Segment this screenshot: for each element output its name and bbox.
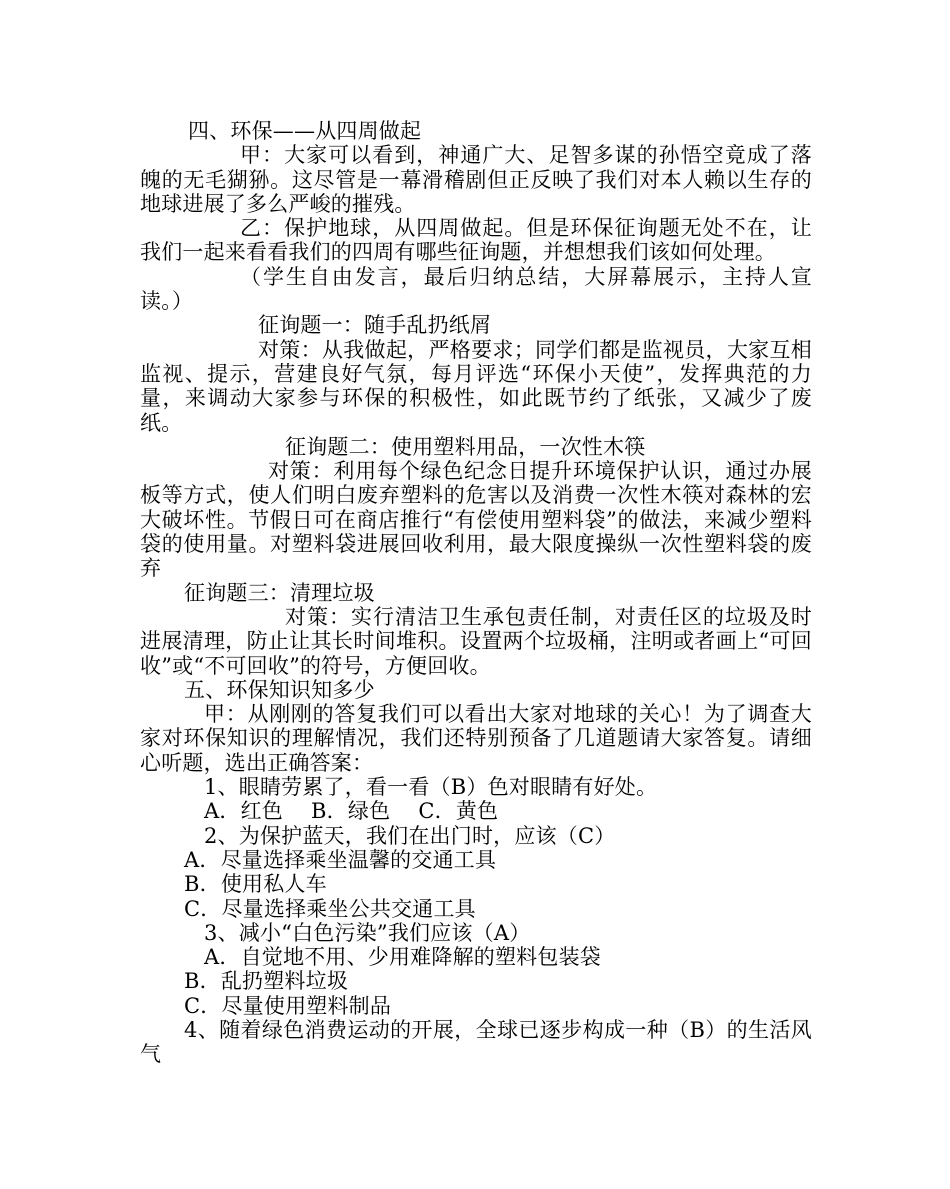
question-1: 1、眼睛劳累了，看一看（B）色对眼睛有好处。 bbox=[204, 775, 658, 800]
question-3-option-c: C．尽量使用塑料制品 bbox=[184, 993, 392, 1018]
question-1-options: A．红色 B．绿色 C．黄色 bbox=[204, 799, 499, 824]
problem-1-title: 征询题一：随手乱扔纸屑 bbox=[258, 313, 492, 338]
question-2-option-c: C．尽量选择乘坐公共交通工具 bbox=[184, 896, 476, 921]
paragraph-jia-1: 甲：大家可以看到，神通广大、足智多谋的孙悟空竟成了落魄的无毛猢狲。这尽管是一幕滑稽剧但正反映了我们对本人赖以生存的地球进展了多么严峻的摧残。 bbox=[140, 143, 812, 216]
paragraph-yi-1: 乙：保护地球，从四周做起。但是环保征询题无处不在，让我们一起来看看我们的四周有哪些征询题，并想想我们该如何处理。 bbox=[140, 216, 812, 265]
problem-2-solution: 对策：利用每个绿色纪念日提升环境保护认识，通过办展板等方式，使人们明白废弃塑料的危害以及消费一次性木筷对森林的宏大破坏性。节假日可在商店推行“有偿使用塑料袋”的做法，来减少塑料袋的使用量。对塑料袋进展回收利用，最大限度操纵一次性塑料袋的废弃 bbox=[140, 459, 812, 581]
document-body bbox=[140, 119, 812, 1067]
problem-3-title: 征询题三：清理垃圾 bbox=[184, 580, 375, 605]
question-3-option-a: A．自觉地不用、少用难降解的塑料包装袋 bbox=[204, 945, 601, 970]
question-2: 2、为保护蓝天，我们在出门时，应该（C） bbox=[204, 823, 616, 848]
section-heading-5: 五、环保知识知多少 bbox=[184, 677, 375, 702]
problem-2-title: 征询题二：使用塑料用品，一次性木筷 bbox=[285, 434, 646, 459]
paragraph-note: （学生自由发言，最后归纳总结，大屏幕展示，主持人宣读。） bbox=[140, 264, 812, 314]
question-4: 4、随着绿色消费运动的开展，全球已逐步构成一种（B）的生活风气 bbox=[140, 1017, 812, 1067]
section-heading-4: 四、环保——从四周做起 bbox=[188, 119, 422, 143]
question-3: 3、减小“白色污染”我们应该（A） bbox=[204, 920, 531, 945]
question-2-option-a: A．尽量选择乘坐温馨的交通工具 bbox=[184, 847, 497, 872]
question-3-option-b: B．乱扔塑料垃圾 bbox=[184, 969, 349, 994]
paragraph-jia-2: 甲：从刚刚的答复我们可以看出大家对地球的关心！为了调查大家对环保知识的理解情况，我们还特别预备了几道题请大家答复。请细心听题，选出正确答案： bbox=[140, 702, 812, 775]
problem-3-solution: 对策：实行清洁卫生承包责任制，对责任区的垃圾及时进展清理，防止让其长时间堆积。设置两个垃圾桶，注明或者画上“可回收”或“不可回收”的符号，方便回收。 bbox=[140, 604, 812, 678]
problem-1-solution: 对策：从我做起，严格要求；同学们都是监视员，大家互相监视、提示，营建良好气氛，每月评选“环保小天使”，发挥典范的力量，来调动大家参与环保的积极性，如此既节约了纸张，又减少了废纸。 bbox=[140, 337, 812, 435]
question-2-option-b: B．使用私人车 bbox=[184, 872, 327, 897]
